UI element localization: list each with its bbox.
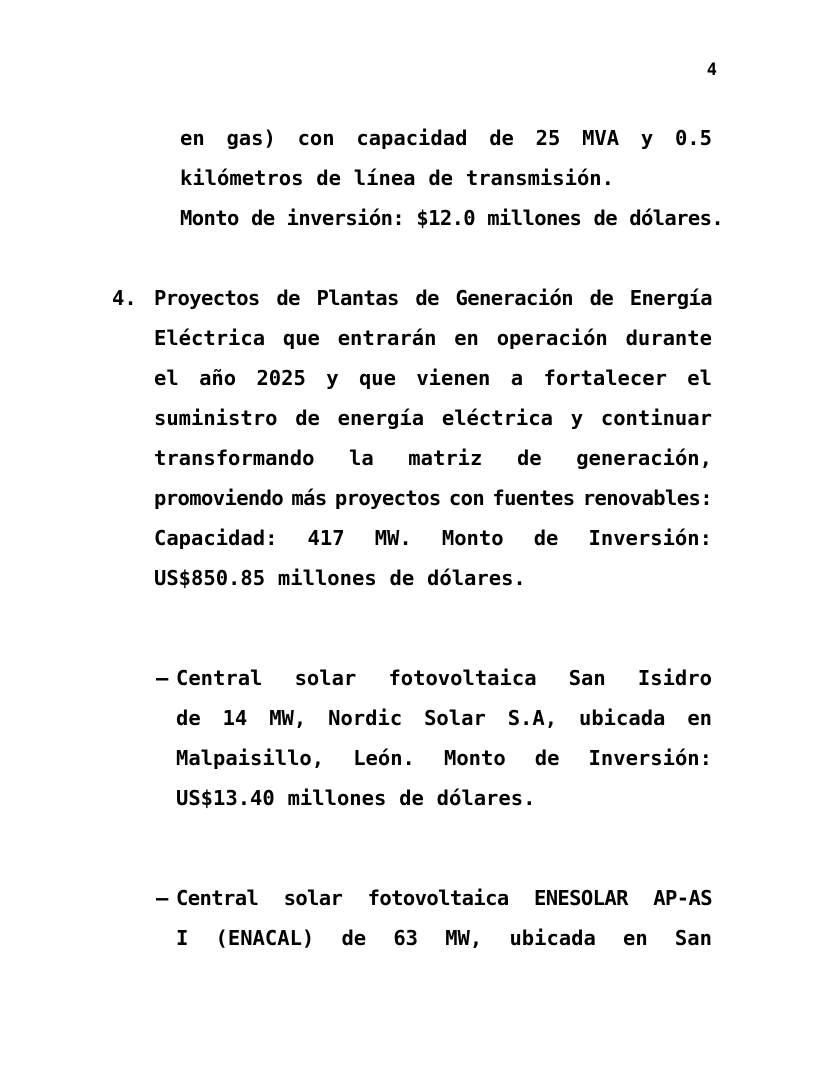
text-line: Proyectos de Plantas de Generación de Energía <box>154 286 712 310</box>
bullet-list-item <box>156 878 712 958</box>
text-line: Eléctrica que entrarán en operación durante <box>154 326 712 350</box>
text-line: transformando la matriz de generación, <box>154 446 712 470</box>
text-line: el año 2025 y que vienen a fortalecer el <box>154 366 712 390</box>
bullet-marker: – <box>156 886 169 910</box>
text-line: kilómetros de línea de transmisión. <box>180 166 614 190</box>
text-line: promoviendo más proyectos con fuentes renovables: <box>154 486 712 510</box>
list-marker: 4. <box>112 286 137 310</box>
text-line: de 14 MW, Nordic Solar S.A, ubicada en <box>176 706 712 730</box>
document-body <box>112 118 724 958</box>
text-line: Central solar fotovoltaica San Isidro <box>176 666 712 690</box>
page-number: 4 <box>706 60 717 80</box>
text-line: US$13.40 millones de dólares. <box>176 786 536 810</box>
list-item-text <box>154 278 712 598</box>
bullet-item-text <box>176 878 712 958</box>
bullet-item-text <box>176 658 712 818</box>
bullet-marker: – <box>156 666 169 690</box>
text-line: Monto de inversión: $12.0 millones de dólares. <box>180 206 724 230</box>
text-line: en gas) con capacidad de 25 MVA y 0.5 <box>180 126 712 150</box>
paragraph-continuation <box>180 118 724 238</box>
text-line: suministro de energía eléctrica y continuar <box>154 406 712 430</box>
numbered-list-item <box>112 278 712 598</box>
text-line: I (ENACAL) de 63 MW, ubicada en San <box>176 926 712 950</box>
text-line: Central solar fotovoltaica ENESOLAR AP-AS <box>176 886 712 910</box>
text-line: Malpaisillo, León. Monto de Inversión: <box>176 746 712 770</box>
text-line: US$850.85 millones de dólares. <box>154 566 526 590</box>
bullet-list-item <box>156 658 712 818</box>
text-line: Capacidad: 417 MW. Monto de Inversión: <box>154 526 712 550</box>
